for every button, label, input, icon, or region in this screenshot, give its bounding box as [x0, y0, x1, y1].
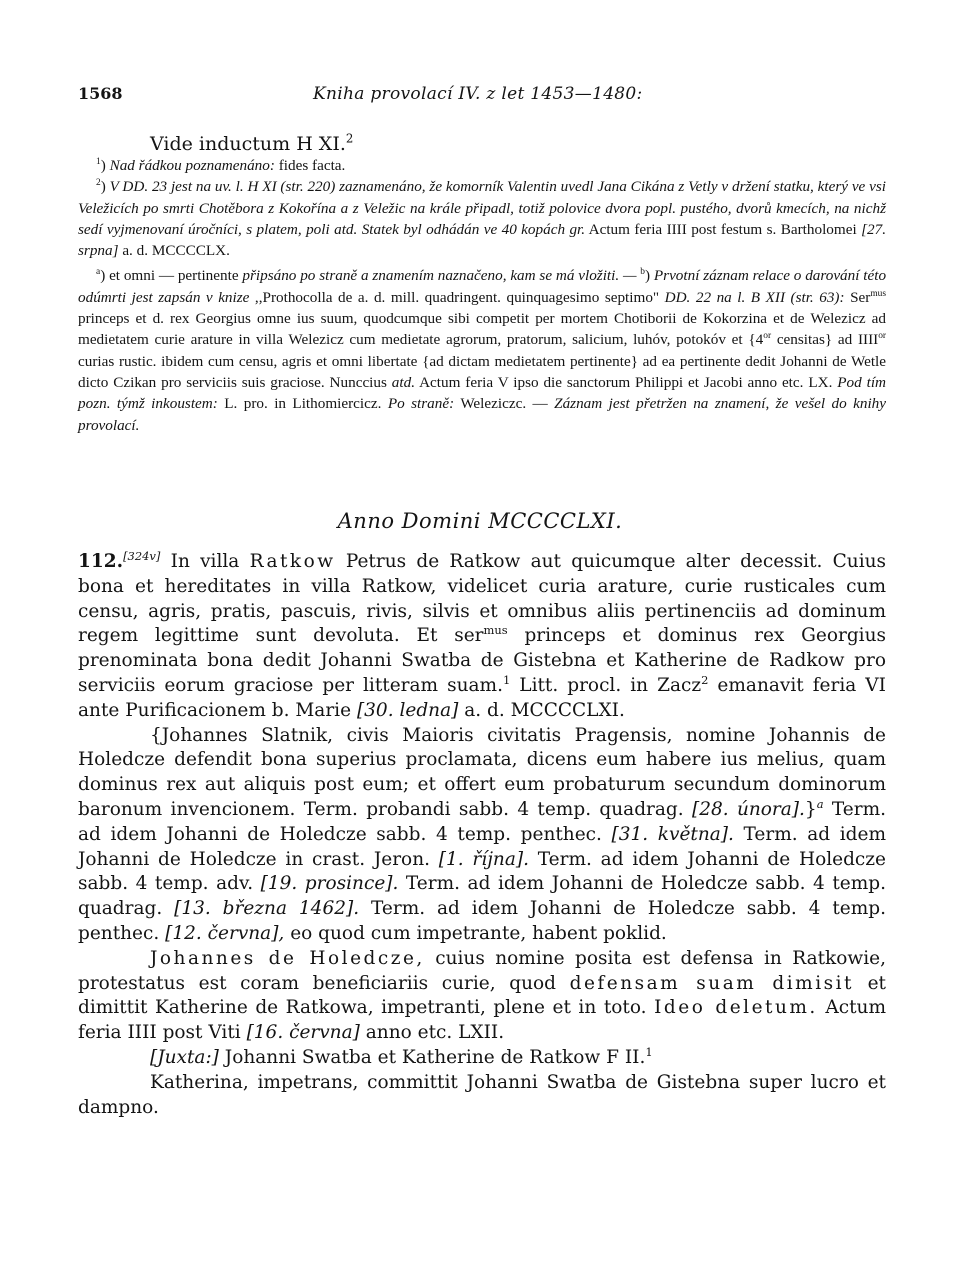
footnote-b-quote: ,,Prothocolla de a. d. mill. quadringent. quinquagesimo septimo": [254, 288, 660, 306]
footnote-b-end: Záznam jest přetržen na znamení, že vešel do knihy provolací.: [78, 395, 886, 434]
footnote-a-marker: a: [96, 267, 101, 278]
p1-b: Petrus de Ratkow aut quicumque alter decessit. Cuius bona et hereditates in villa Ratkow, videlicet curia arature, curie rusticales cum censu, agris, pratis, pascuis, rivis, silvis et omnibus aliis pertinenciis ad dominum regem legittime sunt devoluta. Et ser: [78, 551, 887, 647]
page-header: [78, 84, 888, 108]
p3-b: cuius nomine posita est defensa in Ratkowie, protestatus est coram beneficiariis curie, quod: [78, 947, 886, 994]
p1-f: a. d. MCCCCLXI.: [464, 699, 625, 721]
footnote-2: $^2$) V DD. 23 jest na uv. l. H XI (str. 220) zaznamenáno, že komorník Valentin uvedl Jana Cikána z Vetly v držení statku, který ve vsi Veležicích po smrti Chotěbora z Kokořína a z Veležic na krále připadl, totiž polovice dvora popl. pustého, dvorů kmecích, na nichž sedí vyjmenovaní úročníci, s platem, poli atd. Statek byl odhádán ve 40 kopách gr. Actum feria IIII post festum s. Bartholomei [27. srpna] a. d. MCCCCLX.: [78, 178, 886, 260]
p3-c: defensam suam dimisit: [569, 972, 854, 994]
footnote-b-italic: Prvotní záznam relace o darování této odúmrti jest zapsán v knize: [78, 267, 887, 306]
footnote-b-body-5: ad ea pertinente dedit Johanni de Wetle dicto Czikan pro serviciis suis graciose. Nunccius: [78, 352, 887, 391]
p1-a: In villa: [170, 551, 240, 572]
year-heading: Anno Domini MCCCCLXI.: [337, 509, 623, 533]
footnote-2-tail: Actum feria IIII post festum s. Bartholomei: [588, 220, 857, 238]
footnote-b-body-2: princeps et d. rex Georgius omne ius suum, quodcumque sibi competit per mortem Chotiborii de Kokorzina et de Welezicz ad medietatem curie arature in villa Welezicz cum medietate agrorum, pratorum, salicium, luhóv, potokóv et: [78, 310, 886, 349]
p4-fn: 1: [645, 1044, 653, 1059]
footnote-a-italic: připsáno po straně a znamením naznačeno, kam se má vložiti. —: [242, 267, 637, 285]
entry-folio: [324v]: [123, 548, 161, 563]
footnotes-block: [78, 155, 886, 436]
footnote-b-marker: b: [640, 267, 645, 278]
p2-d1: [28. února].: [691, 798, 805, 820]
entry-paragraph-1: [78, 550, 886, 724]
p2-sup: a: [816, 796, 824, 811]
footnote-b-brace-2: {ad dictam medietatem pertinente}: [422, 352, 638, 370]
footnote-b-brace-1: {4: [748, 331, 764, 349]
footnote-1-text: Nad řádkou poznamenáno:: [109, 157, 275, 174]
p3-d1: [16. června]: [246, 1022, 360, 1044]
vide-line: [150, 133, 353, 155]
page-number: 1568: [78, 84, 123, 103]
footnote-b-sup-or-1: or: [763, 331, 772, 342]
p1-sup: mus: [483, 623, 508, 638]
footnote-b-body-4: curias rustic. ibidem cum censu, agris et omni libertate: [78, 352, 418, 370]
p2-a: {Johannes Slatnik, civis Maioris civitatis Pragensis, nomine Johannis de Holedcze defendit bona superius proclamata, dicens eum habere ius melius, quam dominus rex aut aliquis post eum; et offert eum probaturum secundum dominorum baronum invencionem. Term. probandi sabb. 4 temp. quadrag.: [78, 724, 886, 820]
p4-b: Johanni Swatba et Katherine de Ratkow F II.: [224, 1046, 646, 1068]
p3-f: Actum feria IIII post Viti: [78, 997, 886, 1044]
entry-paragraph-2: [78, 724, 886, 947]
p2-brace: }: [804, 798, 817, 820]
p2-f: Term. ad idem Johanni de Holedcze sabb. 4 temp. quadrag.: [78, 873, 886, 920]
entry-paragraph-5: Katherina, impetrans, committit Johanni Swatba de Gistebna super lucro et dampno.: [78, 1071, 886, 1118]
p2-b: Term. ad idem Johanni de Holedcze sabb. 4 temp. penthec.: [78, 798, 886, 845]
footnote-b-body-8: Weleziczc. —: [460, 395, 548, 413]
running-title: Kniha provolací IV. z let 1453—1480:: [313, 84, 643, 104]
footnote-b-strane: Po straně:: [387, 395, 455, 413]
p3-e: Ideo deletum.: [654, 997, 818, 1019]
p1-ratkow: Ratkow: [249, 551, 336, 572]
footnote-b-brace-1b: censitas}: [776, 331, 833, 349]
p2-d5: [13. března 1462].: [174, 898, 360, 920]
footnote-1-marker: 1: [96, 156, 101, 167]
footnote-b-body-6: Actum feria V ipso die sanctorum Philippi et Jacobi anno etc. LX.: [419, 373, 833, 391]
footnote-ab: $^a$) et omni — pertinente připsáno po straně a znamením naznačeno, kam se má vložiti. — $^b$) Prvotní záznam relace o darování této odúmrti jest zapsán v knize ,,Prothocolla de a. d. mill. quadringent. quinquagesimo septimo" DD. 22 na l. B XII (str. 63): Ser$^{mus}$ princeps et d. rex Georgius omne ius suum, quodcumque sibi competit per mortem Chotiborii de Kokorzina et de Welezicz ad medietatem curie arature in villa Welezicz cum medietate agrorum, pratorum, salicium, luhóv, potokóv et {$4^{or}$ censitas} ad $IIII^{or}$ curias rustic. ibidem cum censu, agris et omni libertate {ad dictam medietatem pertinente} ad ea pertinente dedit Johanni de Wetle dicto Czikan pro serviciis suis graciose. Nunccius atd. Actum feria V ipso die sanctorum Philippi et Jacobi anno etc. LX. Pod tím pozn. týmž inkoustem: L. pro. in Lithomiercicz. Po straně: Weleziczc. — Záznam jest přetržen na znamení, že vešel do knihy provolací.: [78, 267, 887, 434]
entry-112: [78, 550, 886, 1120]
p3-d: et dimittit Katherine de Ratkowa, impetranti, plene et in toto.: [78, 972, 886, 1019]
p2-h: eo quod cum impetrante, habent poklid.: [290, 922, 667, 944]
entry-number: 112.: [78, 551, 124, 572]
footnote-1-tail: fides facta.: [278, 157, 346, 174]
p1-d: Litt. procl. in Zacz: [519, 674, 702, 696]
p1-fn2: 2: [701, 672, 709, 687]
footnote-b-body-3: ad IIII: [837, 331, 879, 349]
footnote-b-body-7: L. pro. in Lithomiercicz.: [224, 395, 382, 413]
p2-e: Term. ad idem Johanni de Holedcze sabb. 4 temp. adv.: [78, 848, 886, 895]
p1-date: [30. ledna]: [356, 699, 459, 721]
p1-c: princeps et dominus rex Georgius prenominata bona dedit Johanni Swatba de Gistebna et Katherine de Radkow pro serviciis eorum graciose per litteram suam.: [78, 625, 887, 696]
footnote-b-ref: DD. 22 na l. B XII (str. 63):: [664, 288, 845, 306]
entry-paragraph-3: [78, 947, 886, 1046]
p1-fn: 1: [502, 672, 511, 687]
footnote-a-text: et omni — pertinente: [109, 267, 239, 285]
p2-d6: [12. června],: [165, 922, 285, 944]
p2-g: Term. ad idem Johanni de Holedcze sabb. 4 temp. penthec.: [78, 898, 886, 944]
footnote-b-pod: Pod tím pozn. týmž inkoustem:: [78, 373, 887, 413]
footnote-1: $^1$) Nad řádkou poznamenáno: fides facta.: [96, 156, 346, 174]
footnote-b-atd: atd.: [391, 373, 416, 391]
p3-g: anno etc. LXII.: [365, 1022, 505, 1044]
p3-a: Johannes de Holedcze,: [150, 947, 425, 969]
footnote-2-date: [27. srpna]: [78, 220, 886, 260]
footnote-2-marker: 2: [96, 178, 101, 189]
p2-c: Term. ad idem Johanni de Holedcze in crast. Jeron.: [78, 823, 886, 870]
vide-note-ref: 2: [345, 131, 354, 146]
entry-paragraph-4: [78, 1046, 886, 1071]
p2-d2: [31. května].: [611, 823, 734, 845]
vide-text: Vide inductum H XI.: [150, 133, 346, 155]
footnote-b-body-1: Ser: [850, 288, 871, 306]
p2-d4: [19. prosince].: [260, 873, 399, 895]
p2-d3: [1. října].: [438, 848, 529, 870]
p4-a: [Juxta:]: [150, 1046, 219, 1068]
footnote-2-end: a. d. MCCCCLX.: [122, 242, 230, 260]
footnote-2-italic: V DD. 23 jest na uv. l. H XI (str. 220) zaznamenáno, že komorník Valentin uvedl Jana Cikána z Vetly v držení statku, který ve vsi Veležicích po smrti Chotěbora z Kokořína a z Veležic na krále připadl, totiž polovice dvora popl. pustého, dvorů kmecích, na nichž sedí vyjmenovaní úročníci, s platem, poli atd. Statek byl odhádán ve 40 kopách gr.: [78, 178, 886, 238]
p1-e: emanavit feria VI ante Purificacionem b. Marie: [78, 674, 886, 721]
footnote-b-sup-or-2: or: [878, 331, 887, 342]
footnote-b-sup-mus: mus: [870, 288, 886, 299]
